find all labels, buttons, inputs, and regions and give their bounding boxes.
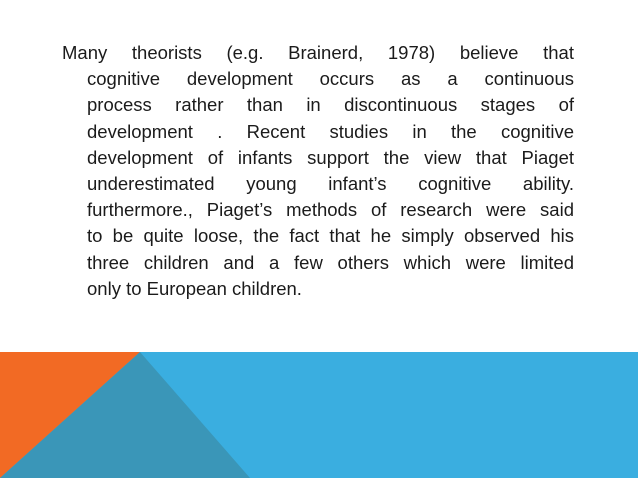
paragraph-line-2: cognitive development occurs as a continuous <box>87 68 574 90</box>
paragraph-line-4: development . Recent studies in the cognitive <box>87 120 574 142</box>
paragraph-line-1: Many theorists (e.g. Brainerd, 1978) believe that <box>62 42 574 63</box>
paragraph-line-7: furthermore., Piaget’s methods of research were said <box>87 199 574 221</box>
body-paragraph <box>62 40 574 302</box>
paragraph-line-9: three children and a few others which were limited <box>87 251 574 273</box>
paragraph-line-8: to be quite loose, the fact that he simply observed his <box>87 225 574 247</box>
paragraph-line-3: process rather than in discontinuous stages of <box>87 94 574 116</box>
paragraph-line-10: only to European children. <box>87 277 302 299</box>
paragraph-line-5: development of infants support the view that Piaget <box>87 146 574 168</box>
decorative-footer-band <box>0 352 638 478</box>
paragraph-line-6: underestimated young infant’s cognitive ability. <box>87 173 574 195</box>
